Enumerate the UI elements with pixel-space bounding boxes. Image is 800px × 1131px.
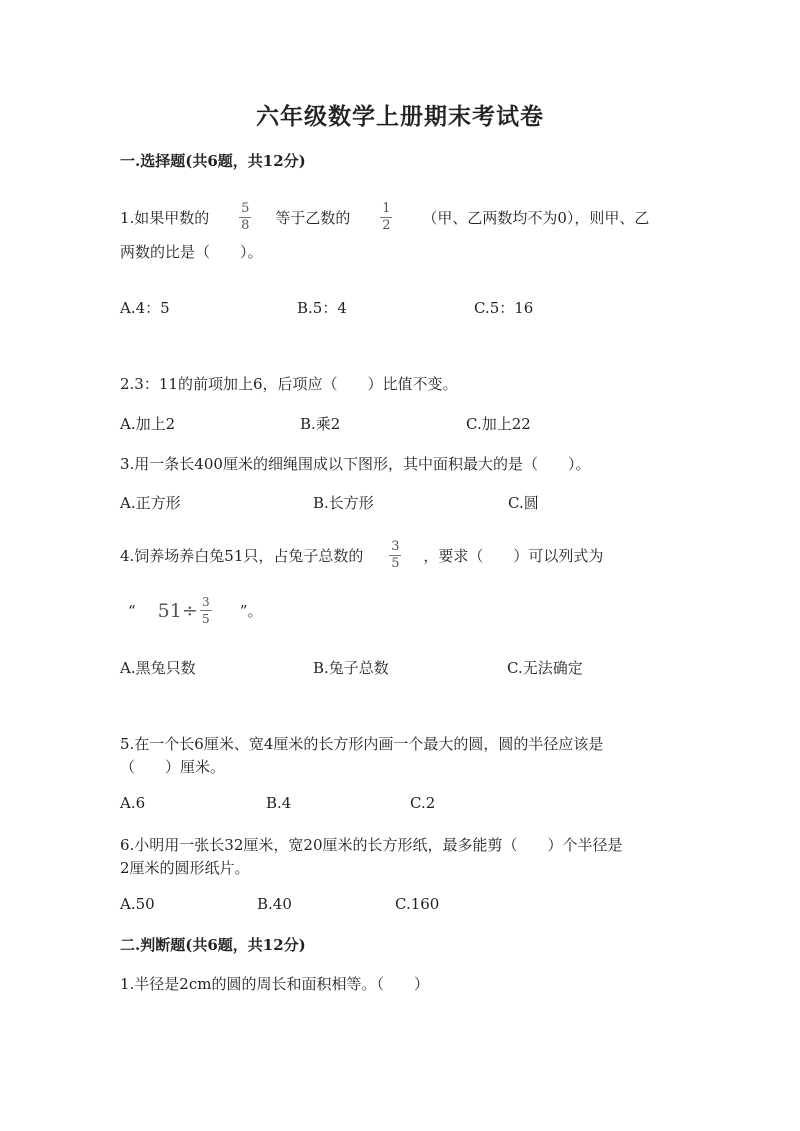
question-5-line-2: （ ）厘米。	[120, 758, 226, 776]
fraction-denominator: 8	[241, 218, 250, 233]
question-1-line-2: 两数的比是（ ）。	[120, 243, 263, 261]
question-2-option-c[interactable]: C.加上22	[466, 415, 531, 433]
question-4-option-a[interactable]: A.黑兔只数	[120, 659, 196, 677]
question-3-text: 3.用一条长400厘米的细绳围成以下图形，其中面积最大的是（ ）。	[120, 455, 591, 473]
fraction-denominator: 5	[391, 556, 400, 571]
question-1-text-end: （甲、乙两数均不为0），则甲、乙	[422, 209, 650, 227]
question-2-option-a[interactable]: A.加上2	[120, 415, 176, 433]
page-title: 六年级数学上册期末考试卷	[256, 103, 544, 130]
question-6-option-c[interactable]: C.160	[395, 895, 440, 913]
true-false-question-1: 1.半径是2cm的圆的周长和面积相等。（ ）	[120, 975, 429, 993]
section-heading-choice: 一.选择题(共6题，共12分)	[120, 152, 306, 170]
question-5-option-a[interactable]: A.6	[120, 794, 146, 812]
fraction-numerator: 3	[391, 539, 400, 554]
question-4-text-start: 4.饲养场养白兔51只，占兔子总数的	[120, 547, 364, 565]
fraction-denominator: 5	[201, 612, 210, 626]
question-3-option-c[interactable]: C.圆	[508, 494, 539, 512]
question-2-option-b[interactable]: B.乘2	[300, 415, 341, 433]
fraction-denominator: 2	[382, 218, 391, 233]
question-6-line-2: 2厘米的圆形纸片。	[120, 859, 250, 877]
question-5-line-1: 5.在一个长6厘米、宽4厘米的长方形内画一个最大的圆，圆的半径应该是	[120, 735, 604, 753]
open-quote: “	[128, 601, 136, 620]
question-3-option-a[interactable]: A.正方形	[120, 494, 181, 512]
question-6-line-1: 6.小明用一张长32厘米，宽20厘米的长方形纸，最多能剪（ ）个半径是	[120, 836, 623, 854]
fraction-numerator: 5	[241, 201, 250, 216]
question-1-option-b[interactable]: B.5：4	[297, 299, 347, 317]
question-1-option-c[interactable]: C.5：16	[474, 299, 534, 317]
question-4-line-1	[120, 540, 603, 571]
question-1-option-a[interactable]: A.4：5	[120, 299, 170, 317]
close-quote: ”。	[239, 602, 263, 620]
fraction-numerator: 3	[201, 595, 210, 609]
expression-prefix: 51÷	[157, 599, 198, 622]
question-1-line-1	[120, 202, 649, 233]
question-6-option-b[interactable]: B.40	[257, 895, 292, 913]
fraction-3-5	[389, 540, 401, 571]
section-heading-true-false: 二.判断题(共6题，共12分)	[120, 936, 306, 954]
question-4-option-b[interactable]: B.兔子总数	[313, 659, 389, 677]
fraction-bar	[200, 610, 212, 611]
question-4-text-end: ，要求（ ）可以列式为	[423, 547, 604, 565]
question-5-option-c[interactable]: C.2	[410, 794, 436, 812]
question-4-option-c[interactable]: C.无法确定	[507, 659, 583, 677]
question-4-line-2	[128, 595, 262, 626]
division-expression	[158, 595, 212, 626]
question-2-text: 2.3：11的前项加上6，后项应（ ）比值不变。	[120, 375, 458, 393]
fraction-3-5	[200, 595, 212, 626]
question-1-text-middle: 等于乙数的	[275, 209, 351, 227]
fraction-1-2	[380, 202, 392, 233]
question-3-option-b[interactable]: B.长方形	[313, 494, 374, 512]
question-5-option-b[interactable]: B.4	[266, 794, 292, 812]
question-1-text-start: 1.如果甲数的	[120, 209, 210, 227]
question-6-option-a[interactable]: A.50	[120, 895, 155, 913]
fraction-5-8	[239, 202, 251, 233]
fraction-numerator: 1	[382, 201, 391, 216]
